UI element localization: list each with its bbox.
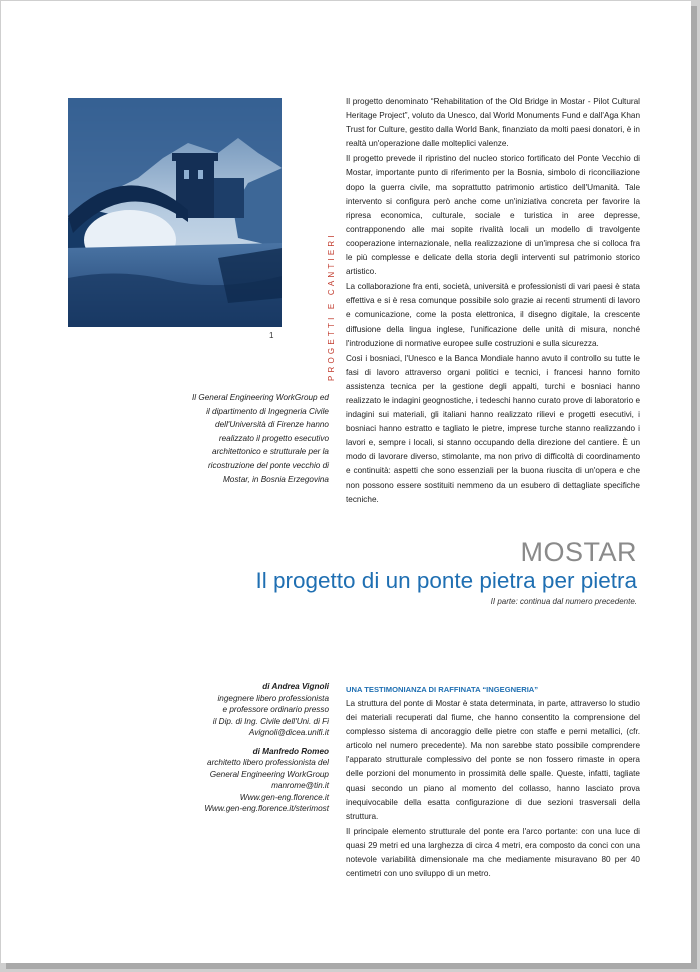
section-label xyxy=(317,171,336,381)
section-label-text: PROGETTI E CANTIERI xyxy=(327,232,336,381)
section-paragraph: Il principale elemento strutturale del ponte era l'arco portante: con una luce di quasi 29 metri ed una larghezza di circa 4 metri, era composto da conci con una notevole variabilità dimensionale ma che mediamente misuravano 80 per 40 centimetri con uno sviluppo di un metro. xyxy=(346,826,640,879)
intro-paragraph: Così i bosniaci, l'Unesco e la Banca Mondiale hanno avuto il controllo su tutte le fasi di lavoro attraverso organi politici e tecnici, i francesi hanno fornito assistenza tecnica per la gestione degli appalti, turchi e bosniaci hanno realizzato le indagini geognostiche, i tedeschi hanno curato prove di laboratorio e indagini sui materiali, gli italiani hanno realizzato rilievi e progetti esecutivi, i bosniaci hanno estratto e tagliato le pietre, imprese turche stanno realizzando i lavori e, sempre i locali, si stanno occupando della direzione del cantiere. È un modo di lavorare diverso, stimolante, ma non privo di difficoltà di coordinamento e continuità: aspetti che sono essenziali per la buona riuscita di un'opera e che non possono essere sostituiti nemmeno da un esubero di dettagliate specifiche tecniche. xyxy=(346,353,640,504)
page-shadow-right xyxy=(691,6,697,966)
author-name: di Andrea Vignoli xyxy=(262,682,329,691)
article-title: MOSTAR xyxy=(520,537,637,567)
intro-paragraph: Il progetto prevede il ripristino del nucleo storico fortificato del Ponte Vecchio di Mostar, importante punto di riferimento per la Bosnia, simbolo di riconciliazione dopo la guerra civile, ma soprattutto patrimonio artistico dell'Umanità. Tale intervento si configura però anche come un'iniziativa concreta per favorire la ripresa economica, culturale, sociale e turistica in aree depresse, contrapponendo alle mai sopite rivalità locali un modello di travolgente cooperazione internazionale, nella realizzazione di un'impresa che si colloca fra le più complesse e delicate della storia degli interventi sul patrimonio storico artistico. xyxy=(346,154,640,277)
section-heading: UNA TESTIMONIANZA DI RAFFINATA “INGEGNERIA” xyxy=(346,685,539,694)
figure-caption: Il General Engineering WorkGroup ed il dipartimento di Ingegneria Civile dell'Università di Firenze hanno realizzato il progetto esecutivo architettonico e strutturale per la ricostruzione del ponte vecchio di Mostar, in Bosnia Erzegovina xyxy=(192,393,329,484)
intro-paragraph: Il progetto denominato “Rehabilitation of the Old Bridge in Mostar - Pilot Cultural Heritage Project”, voluto da Unesco, dal World Monuments Fund e dall'Aga Khan Trust for Culture, gestito dalla World Bank, finanziato da molti paesi donatori, è in realtà un'operazione dalle molteplici valenze. xyxy=(346,97,640,149)
author-credits xyxy=(191,681,329,815)
article-title-block xyxy=(161,537,637,606)
section-paragraph: La struttura del ponte di Mostar è stata determinata, in parte, attraverso lo studio dei materiali recuperati dal fiume, che hanno consentito la comprensione del complesso sistema di ancoraggio delle pietre con staffe e perni metallici, (cfr. articolo nel numero precedente). Ma non sarebbe stato possibile comprendere l'apparato strutturale complessivo del ponte se non fossero rimaste in opera delle porzioni del monumento in prossimità delle spalle. Queste, infatti, tagliate quasi secondo un piano al momento del collasso, hanno lasciato prova inequivocabile della esatta configurazione di due sezioni trasversali della struttura. xyxy=(346,699,640,821)
author-line: ingegnere libero professionista xyxy=(217,693,329,703)
intro-text-column xyxy=(346,95,640,508)
author-email: manrome@tin.it xyxy=(271,781,329,790)
intro-paragraph: La collaborazione fra enti, società, università e professionisti di vari paesi è stata effettiva e si è resa comunque possibile solo grazie ai recenti strumenti di lavoro e comunicazione, come la posta elettronica, il disegno digitale, la crescente diffusione della lingua inglese, l'unificazione delle unità di misura, nonché l'introduzione di normative europee sulle costruzioni e sulla sicurezza. xyxy=(346,282,640,348)
page-shadow-bottom xyxy=(6,963,697,969)
article-subtitle: Il progetto di un ponte pietra per pietra xyxy=(255,568,637,593)
section-text-column xyxy=(346,697,640,882)
article-continuation-note: II parte: continua dal numero precedente. xyxy=(490,597,637,606)
author-website: Www.gen-eng.florence.it xyxy=(239,792,329,802)
author-email: Avignoli@dicea.unifi.it xyxy=(248,728,329,737)
author-line: e professore ordinario presso xyxy=(222,705,329,714)
figure-number: 1 xyxy=(269,331,274,340)
author-name: di Manfredo Romeo xyxy=(252,746,329,756)
author-line: architetto libero professionista del xyxy=(207,758,329,767)
bridge-photo xyxy=(68,98,282,327)
author-line: il Dip. di Ing. Civile dell'Uni. di Fi xyxy=(212,716,329,726)
magazine-page xyxy=(1,1,691,963)
author-website: Www.gen-eng.florence.it/sterimost xyxy=(204,804,329,813)
author-line: General Engineering WorkGroup xyxy=(209,769,329,779)
